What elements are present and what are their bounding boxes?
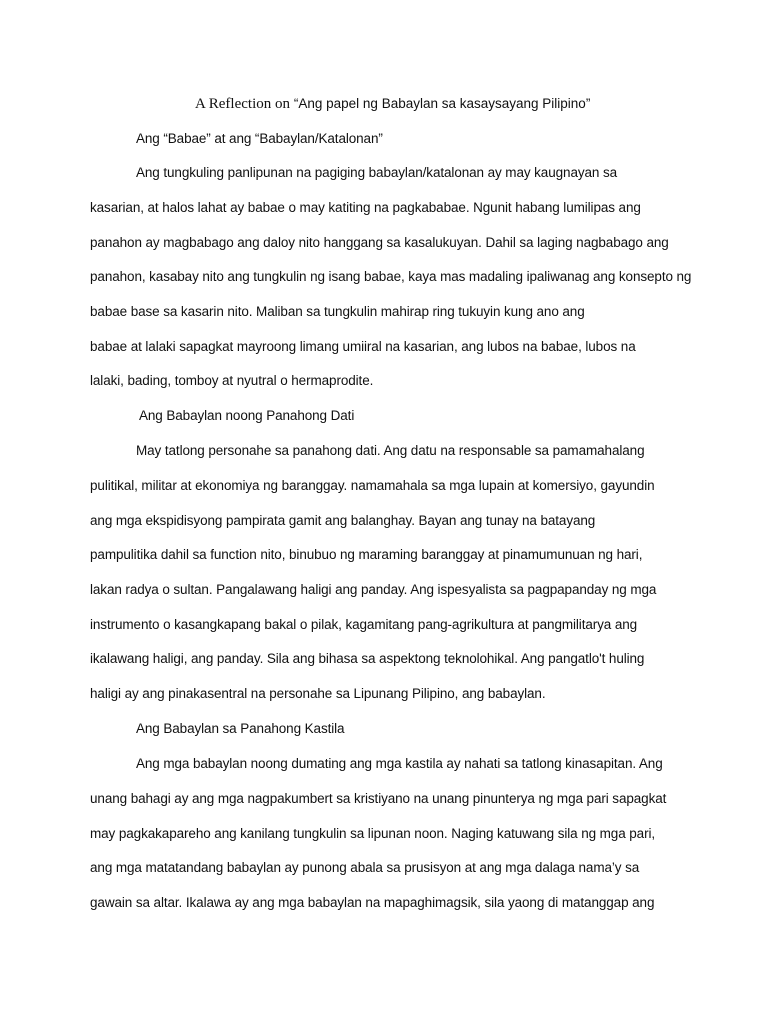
title-prefix: A Reflection on [195,96,290,112]
paragraph-line: may pagkakapareho ang kanilang tungkulin sa lipunan noon. Naging katuwang sila ng mga pari, [90,826,656,841]
paragraph-line: unang bahagi ay ang mga nagpakumbert sa kristiyano na unang pinunterya ng mga pari sapagkat [90,791,667,806]
paragraph-line: ang mga ekspidisyong pampirata gamit ang balanghay. Bayan ang tunay na batayang [90,513,596,528]
paragraph-line: Ang tungkuling panlipunan na pagiging babaylan/katalonan ay may kaugnayan sa [136,165,618,180]
section-heading-babae: Ang “Babae” at ang “Babaylan/Katalonan” [136,131,383,146]
paragraph-line: babae at lalaki sapagkat mayroong limang umiiral na kasarian, ang lubos na babae, lubos na [90,339,636,354]
section-heading-panahong-kastila: Ang Babaylan sa Panahong Kastila [136,721,345,736]
paragraph-line: babae base sa kasarin nito. Maliban sa tungkulin mahirap ring tukuyin kung ano ang [90,304,585,319]
paragraph-line: haligi ay ang pinakasentral na personahe sa Lipunang Pilipino, ang babaylan. [90,686,546,701]
paragraph-line: May tatlong personahe sa panahong dati. Ang datu na responsable sa pamamahalang [136,443,645,458]
paragraph-line: panahon ay magbabago ang daloy nito hanggang sa kasalukuyan. Dahil sa laging nagbabago ang [90,235,669,250]
paragraph-line: gawain sa altar. Ikalawa ay ang mga babaylan na mapaghimagsik, sila yaong di matanggap ang [90,895,655,910]
paragraph-line: ikalawang haligi, ang panday. Sila ang bihasa sa aspektong teknolohikal. Ang pangatlo't huling [90,651,645,666]
paragraph-line: lalaki, bading, tomboy at nyutral o hermaprodite. [90,373,374,388]
paragraph-line: pulitikal, militar at ekonomiya ng baranggay. namamahala sa mga lupain at komersiyo, gayundin [90,478,655,493]
section-heading-panahong-dati: Ang Babaylan noong Panahong Dati [139,408,355,423]
paragraph-line: kasarian, at halos lahat ay babae o may katiting na pagkababae. Ngunit habang lumilipas ang [90,200,641,215]
paragraph-line: ang mga matatandang babaylan ay punong abala sa prusisyon at ang mga dalaga nama’y sa [90,860,640,875]
paragraph-line: pampulitika dahil sa function nito, binubuo ng maraming baranggay at pinamumunuan ng hari, [90,547,643,562]
document-title [195,95,590,112]
paragraph-line: panahon, kasabay nito ang tungkulin ng isang babae, kaya mas madaling ipaliwanag ang konsepto ng [90,269,692,284]
title-quote: “Ang papel ng Babaylan sa kasaysayang Pilipino” [293,96,591,111]
paragraph-line: lakan radya o sultan. Pangalawang haligi ang panday. Ang ispesyalista sa pagpapanday ng mga [90,582,657,597]
paragraph-line: Ang mga babaylan noong dumating ang mga kastila ay nahati sa tatlong kinasapitan. Ang [136,756,663,771]
paragraph-line: instrumento o kasangkapang bakal o pilak, kagamitang pang-agrikultura at pangmilitarya ang [90,617,638,632]
